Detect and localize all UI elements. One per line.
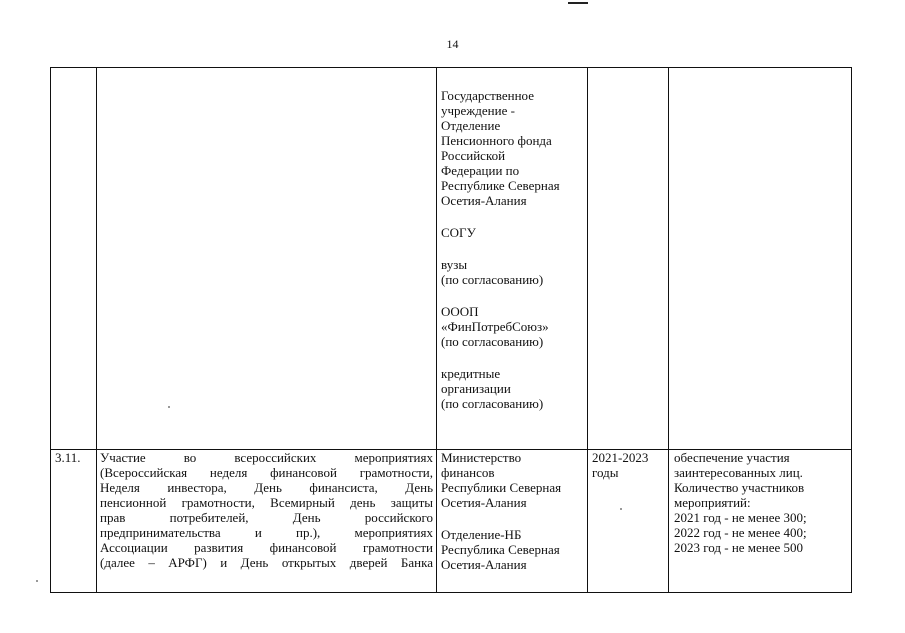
description-line: (далее – АРФГ) и День открытых дверей Банка — [100, 555, 433, 570]
executor-line: Республика Северная — [441, 542, 560, 557]
page-number: 14 — [446, 37, 459, 51]
row-period-cell — [592, 450, 666, 480]
executor-line: Российской — [441, 148, 506, 163]
executor-line: организации — [441, 381, 511, 396]
executor-line: финансов — [441, 465, 495, 480]
executor-line: (по согласованию) — [441, 334, 544, 349]
executor-line: вузы — [441, 257, 468, 272]
row-executors-cell — [441, 450, 587, 572]
description-line: Участие во всероссийских мероприятиях — [100, 450, 433, 465]
description-line: Ассоциации развития финансовой грамотности — [100, 540, 433, 555]
executor-line: Федерации по — [441, 163, 520, 178]
description-line: пенсионной грамотности, Всемирный день защиты — [100, 495, 433, 510]
executor-line: учреждение - — [441, 103, 515, 118]
continuation-executors-cell — [441, 88, 587, 411]
period-line: 2021-2023 — [592, 450, 649, 465]
result-line: 2023 год - не менее 500 — [674, 540, 804, 555]
scan-speck — [36, 580, 38, 582]
executor-line: Отделение-НБ — [441, 527, 522, 542]
executor-line: Республики Северная — [441, 480, 562, 495]
executor-line: (по согласованию) — [441, 272, 544, 287]
scan-speck — [620, 508, 622, 510]
executor-line: Пенсионного фонда — [441, 133, 552, 148]
description-line: (Всероссийская неделя финансовой грамотности, — [100, 465, 433, 480]
executor-line: (по согласованию) — [441, 396, 544, 411]
executor-line: кредитные — [441, 366, 501, 381]
column-divider-description — [436, 68, 437, 592]
scan-speck — [168, 406, 170, 408]
executor-line: Республике Северная — [441, 178, 560, 193]
column-divider-period — [668, 68, 669, 592]
executor-organization — [441, 225, 587, 240]
row-result-cell — [674, 450, 849, 555]
executor-line: Государственное — [441, 88, 534, 103]
row-number: 3.11. — [55, 450, 81, 465]
executor-line: Осетия-Алания — [441, 193, 527, 208]
result-line: заинтересованных лиц. — [674, 465, 803, 480]
executor-organization — [441, 366, 587, 411]
executor-line: «ФинПотребСоюз» — [441, 319, 549, 334]
executor-line: Министерство — [441, 450, 522, 465]
description-line: прав потребителей, День российского — [100, 510, 433, 525]
description-line: Неделя инвестора, День финансиста, День — [100, 480, 433, 495]
result-line: 2021 год - не менее 300; — [674, 510, 807, 525]
result-line: мероприятий: — [674, 495, 751, 510]
executor-organization — [441, 257, 587, 287]
executor-line: СОГУ — [441, 225, 476, 240]
executor-line: Отделение — [441, 118, 501, 133]
row-number-cell — [55, 450, 95, 465]
executor-line: Осетия-Алания — [441, 557, 527, 572]
period-line: годы — [592, 465, 619, 480]
executor-organization — [441, 304, 587, 349]
executor-organization — [441, 88, 587, 208]
measures-table — [50, 67, 852, 593]
row-description-cell — [100, 450, 433, 570]
result-line: 2022 год - не менее 400; — [674, 525, 807, 540]
executor-organization — [441, 527, 587, 572]
header-rule-mark — [568, 2, 588, 4]
executor-line: Осетия-Алания — [441, 495, 527, 510]
column-divider-number — [96, 68, 97, 592]
description-line: предпринимательства и пр.), мероприятиях — [100, 525, 433, 540]
result-line: Количество участников — [674, 480, 805, 495]
column-divider-executors — [587, 68, 588, 592]
result-line: обеспечение участия — [674, 450, 790, 465]
executor-organization — [441, 450, 587, 510]
executor-line: ОООП — [441, 304, 479, 319]
